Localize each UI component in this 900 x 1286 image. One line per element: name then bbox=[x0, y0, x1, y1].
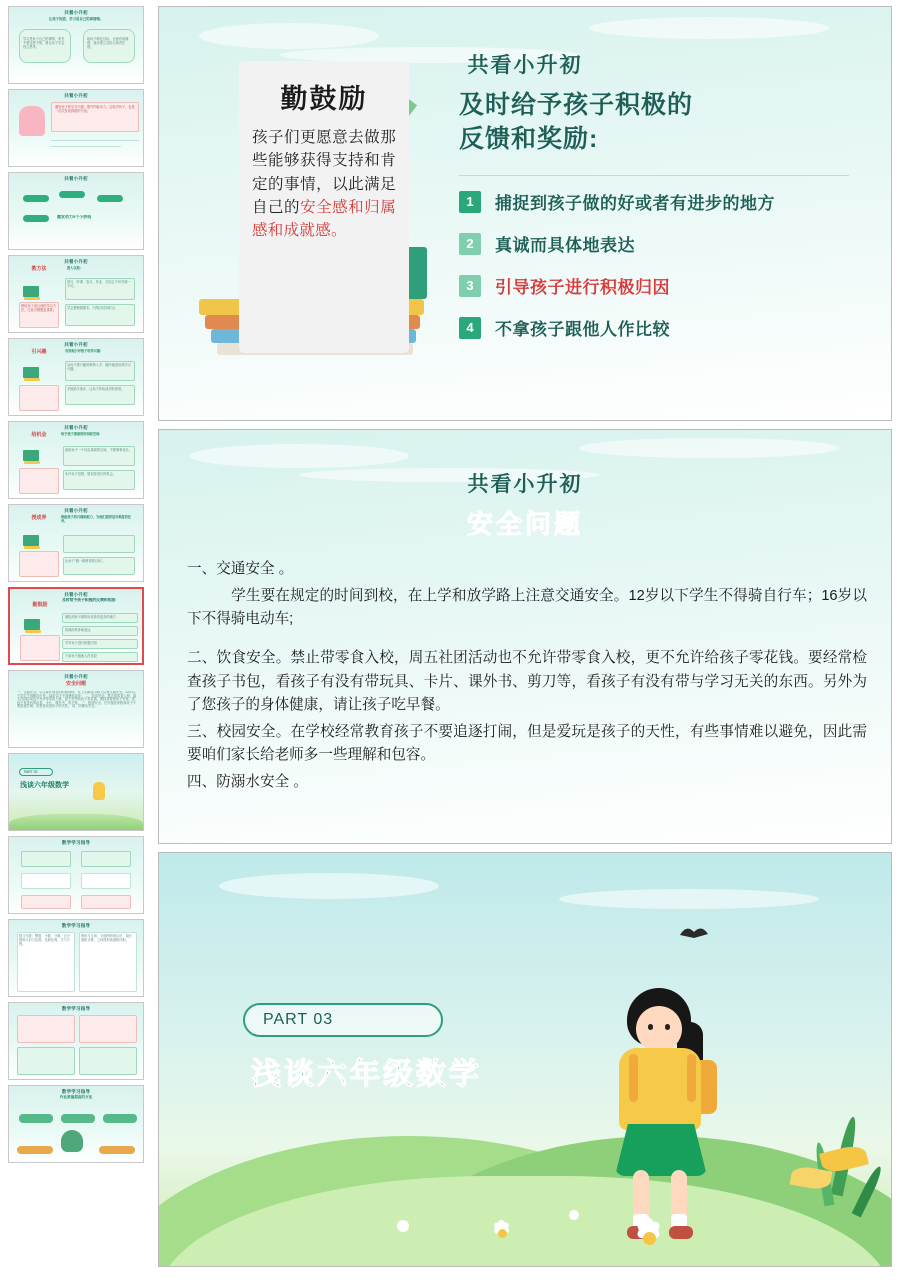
list-item[interactable] bbox=[459, 273, 879, 298]
thumb-book-icon bbox=[23, 367, 39, 378]
slide-thumbnail[interactable] bbox=[8, 504, 144, 582]
slide-title: 浅谈六年级数学 bbox=[251, 1058, 482, 1091]
thumb-subtitle: 让孩子知道，学习是自己的事情哦。 bbox=[48, 17, 104, 21]
thumb-subtitle: 勤鼓励 bbox=[32, 602, 48, 608]
thumb-title: 共看小升初 bbox=[64, 342, 88, 347]
thumb-text: 捕捉到孩子做的好或者有进步的地方 bbox=[65, 615, 116, 619]
thumb-shape bbox=[19, 385, 59, 411]
strap-shape bbox=[687, 1054, 696, 1102]
thumb-hill bbox=[9, 814, 143, 830]
slide-subtitle: 安全问题 bbox=[466, 509, 583, 539]
safety-paragraph: 二、饮食安全。禁止带零食入校，周五社团活动也不允许带零食入校，更不允许给孩子零花钱。要经常检查孩子书包，看孩子有没有带玩具、卡片、课外书、剪刀等，看孩子有没有带与学习无关的东西。另外为了您孩子的身体健康，请让孩子吃早餐。 bbox=[187, 649, 867, 714]
thumb-background bbox=[9, 173, 143, 249]
thumb-text: 引导孩子进行积极归因 bbox=[65, 641, 97, 645]
slide-part03-cover[interactable] bbox=[158, 852, 892, 1267]
thumb-text: 数与代数：整数、小数、分数、百分数的认识与运算，比和比例，式与方程。 bbox=[19, 934, 70, 946]
slide-heading bbox=[459, 89, 859, 157]
slide-title: 共看小升初 bbox=[467, 473, 583, 496]
daisy-icon bbox=[489, 1220, 515, 1246]
thumb-title: 共看小升初 bbox=[64, 674, 88, 679]
card-body bbox=[252, 126, 396, 242]
heading-line-1: 及时给予孩子积极的 bbox=[459, 91, 694, 119]
thumb-shape bbox=[81, 873, 131, 889]
thumb-illustration bbox=[19, 106, 45, 136]
thumb-text: 从孩子感兴趣的事物入手，循序渐进培养学习兴趣。 bbox=[67, 363, 131, 371]
thumb-subtitle: 教方法 bbox=[31, 266, 47, 272]
safety-paragraph: 三、校园安全。在学校经常教育孩子不要追逐打闹，但是爱玩是孩子的天性，有些事情难以避免，因此需要咱们家长给老师多一些理解和包容。 bbox=[187, 723, 867, 764]
thumb-text: 让孩子"跳一跳够得着目标"。 bbox=[65, 559, 106, 563]
thumb-shape bbox=[63, 535, 135, 553]
slide-title: 共看小升初 bbox=[467, 54, 583, 77]
face-shape bbox=[636, 1006, 682, 1052]
flower-core-shape bbox=[643, 1232, 656, 1245]
thumb-book-icon bbox=[23, 535, 39, 546]
thumb-title: 共看小升初 bbox=[64, 93, 88, 98]
thumb-subtitle: 安全问题 bbox=[65, 681, 86, 687]
part-badge: PART 03 bbox=[243, 1003, 443, 1037]
slide-thumbnail[interactable] bbox=[8, 753, 144, 831]
thumb-subtitle: 引兴趣 bbox=[31, 349, 47, 355]
thumb-tree-icon bbox=[61, 1130, 83, 1152]
thumb-text: 图形与几何：平面图形的认识、周长面积计算，立体图形表面积体积。 bbox=[81, 934, 132, 942]
thumb-title: 数学学习指导 bbox=[61, 923, 91, 928]
thumb-shape bbox=[19, 551, 59, 577]
list-item[interactable] bbox=[459, 315, 879, 340]
thumb-text: 预习、听课、复习、作业、总结五个环节缺一不可。 bbox=[67, 280, 131, 288]
list-item-label: 不拿孩子跟他人作比较 bbox=[495, 320, 670, 339]
thumb-title: 共看小升初 bbox=[64, 259, 88, 264]
thumb-text: 及时给予孩子积极的反馈和奖励: bbox=[62, 598, 117, 602]
thumb-pill bbox=[19, 1114, 53, 1123]
list-number: 1 bbox=[459, 191, 481, 213]
list-number: 2 bbox=[459, 233, 481, 255]
thumb-text: 不拿孩子跟他人作比较 bbox=[65, 654, 97, 658]
thumb-text: 给孩子制定目标，让他有成就感，逐步建立自信心和责任感。 bbox=[87, 37, 129, 49]
paragraph-spacer bbox=[187, 635, 867, 647]
slide-thumbnail[interactable] bbox=[8, 1085, 144, 1163]
shoe-shape bbox=[669, 1226, 693, 1239]
list-item[interactable] bbox=[459, 189, 879, 214]
slide-thumbnail[interactable] bbox=[8, 255, 144, 333]
cloud-shape bbox=[559, 889, 819, 909]
encouragement-card bbox=[239, 61, 409, 353]
thumb-title: 共看小升初 bbox=[64, 10, 88, 15]
thumb-text: 学习是孩子自己的事情，家长不要过度干预，要让孩子学会独立思考。 bbox=[23, 37, 65, 49]
cloud-shape bbox=[219, 873, 439, 899]
heading-divider bbox=[459, 175, 849, 176]
thumb-title: 共看小升初 bbox=[64, 176, 88, 181]
heading-line-2: 反馈和奖励: bbox=[459, 124, 599, 153]
slide-thumbnail[interactable] bbox=[8, 1002, 144, 1080]
list-number: 3 bbox=[459, 275, 481, 297]
thumb-pill bbox=[61, 1114, 95, 1123]
skirt-shape bbox=[615, 1124, 707, 1176]
small-flower-shape bbox=[569, 1210, 579, 1220]
thumb-title: 共看小升初 bbox=[64, 425, 88, 430]
slide-thumbnail[interactable] bbox=[8, 89, 144, 167]
small-flower-shape bbox=[397, 1220, 409, 1232]
safety-paragraph: 四、防溺水安全 。 bbox=[187, 774, 308, 791]
thumb-text: 学会整理错题本，归纳总结知识点。 bbox=[67, 306, 118, 310]
card-title: 勤鼓励 bbox=[280, 84, 368, 114]
cloud-shape bbox=[579, 438, 839, 458]
slide-thumbnail[interactable] bbox=[8, 670, 144, 748]
thumb-shape bbox=[21, 851, 71, 867]
thumb-subtitle: 授成界 bbox=[31, 515, 47, 521]
slide-thumbnail[interactable] bbox=[8, 172, 144, 250]
thumb-pill bbox=[103, 1114, 137, 1123]
numbered-list bbox=[459, 189, 879, 357]
thumb-subtitle: 激发动力5个小妙招 bbox=[57, 215, 92, 219]
strap-shape bbox=[629, 1054, 638, 1102]
card-body-part2: 。 bbox=[331, 222, 347, 239]
thumb-text: 给予孩子探索的时间和空间: bbox=[61, 432, 101, 436]
thumb-title: 共看小升初 bbox=[64, 592, 88, 597]
cloud-shape bbox=[589, 17, 829, 39]
thumb-pill bbox=[23, 195, 49, 202]
thumb-part-chip: PART 03 bbox=[19, 768, 53, 776]
thumb-shape bbox=[19, 468, 59, 494]
flower-core-shape bbox=[498, 1229, 507, 1238]
slide-thumbnail[interactable] bbox=[8, 6, 144, 84]
slide-thumbnail[interactable] bbox=[8, 836, 144, 914]
thumb-shape bbox=[79, 1015, 137, 1043]
thumb-text: 允许孩子犯错，错误是成长的机会。 bbox=[65, 472, 116, 476]
thumb-subtitle: 浅谈六年级数学 bbox=[20, 782, 69, 789]
cloud-shape bbox=[189, 444, 409, 468]
thumb-title: 数学学习指导 bbox=[61, 840, 91, 845]
thumb-shape bbox=[17, 1015, 75, 1043]
slide-thumbnail-selected[interactable] bbox=[8, 587, 144, 665]
thumb-pill bbox=[99, 1146, 135, 1154]
thumb-book-icon bbox=[23, 450, 39, 461]
thumb-text: 真诚而具体地表达 bbox=[65, 628, 91, 632]
safety-body bbox=[187, 558, 867, 798]
thumb-girl-illustration bbox=[93, 782, 105, 800]
eye-shape bbox=[665, 1024, 670, 1030]
list-item[interactable] bbox=[459, 231, 879, 256]
eye-shape bbox=[648, 1024, 653, 1030]
slide-thumbnail[interactable] bbox=[8, 338, 144, 416]
thumb-shape bbox=[21, 895, 71, 909]
thumb-pill bbox=[23, 215, 49, 222]
card-body-highlight: 安全感和归属感和成就感 bbox=[252, 198, 396, 239]
list-item-label: 捕捉到孩子做的好或者有进步的地方 bbox=[495, 194, 775, 213]
thumb-subtitle: 给机会 bbox=[31, 432, 47, 438]
thumb-title: 共看小升初 bbox=[64, 508, 88, 513]
thumb-pill bbox=[17, 1146, 53, 1154]
thumb-pill bbox=[97, 195, 123, 202]
thumb-title: 数学学习指导 bbox=[61, 1089, 91, 1094]
list-number: 4 bbox=[459, 317, 481, 339]
slide-thumbnail[interactable] bbox=[8, 919, 144, 997]
thumb-text: 根据孩子的兴趣和能力，为他们提供适当难度的任务。 bbox=[61, 515, 132, 523]
thumb-shape bbox=[17, 1047, 75, 1075]
thumb-text: 留给孩子一个自由探索的空间，不要事事包办。 bbox=[65, 448, 132, 452]
slide-thumbnail[interactable] bbox=[8, 421, 144, 499]
slide-encouragement[interactable] bbox=[158, 6, 892, 421]
safety-paragraph: 学生要在规定的时间到校，在上学和放学路上注意交通安全。12岁以下学生不得骑自行车；16岁以下不得骑电动车; bbox=[187, 587, 867, 628]
thumb-text: 激发孩子的学习兴趣，提升内驱动力，这取决孩子，也是一次次发现真相的兴奋。 bbox=[55, 105, 135, 113]
thumb-shape bbox=[81, 895, 131, 909]
thumb-book-icon bbox=[24, 619, 40, 630]
thumb-text: 多鼓励少批评，让孩子体验成功的喜悦。 bbox=[67, 387, 125, 391]
girl-illustration bbox=[591, 988, 741, 1238]
cloud-shape bbox=[199, 23, 379, 49]
thumb-text: 教给孩子适合他的学习方法，比盲目刷题更重要。 bbox=[21, 304, 57, 312]
thumb-shape bbox=[81, 851, 131, 867]
thumb-shape bbox=[21, 873, 71, 889]
list-item-label: 引导孩子进行积极归因 bbox=[495, 278, 670, 297]
thumb-text: 有效地引导孩子培养兴趣: bbox=[65, 349, 102, 353]
thumb-subtitle: 作业质量提高的方法 bbox=[59, 1095, 93, 1099]
slide-canvas-area bbox=[152, 0, 900, 1286]
list-item-label: 真诚而具体地表达 bbox=[495, 236, 635, 255]
thumb-shape bbox=[20, 635, 60, 661]
thumb-text: 一、交通安全。学生要在规定的时间到校，在上学和放学路上注意交通安全。12岁以下学生不得骑自行车；16岁以下不得骑电动车； 二、饮食安全。禁止带零食入校，周五社团活动也不允许带零食入校，更不允许给孩子零花钱。要经常检查孩子书包，看孩子有没有带玩具、卡片、课外书、剪刀等。 三、校园安全。在学校经常教育孩子不要追逐打闹，但是爱玩是孩子的天性。 四、防溺水安全。 bbox=[17, 691, 137, 709]
slide-safety[interactable] bbox=[158, 429, 892, 844]
safety-paragraph: 一、交通安全 。 bbox=[187, 561, 294, 577]
daisy-icon bbox=[629, 1218, 669, 1258]
thumb-book-icon bbox=[23, 286, 39, 297]
thumb-text: 授人以渔： bbox=[67, 266, 83, 270]
slide-thumbnail-panel[interactable] bbox=[0, 0, 152, 1286]
card-body-part1: 孩子们更愿意去做那些能够获得支持和肯定的事情，以此满足自己的 bbox=[252, 129, 396, 216]
thumb-shape bbox=[79, 1047, 137, 1075]
thumb-pill bbox=[59, 191, 85, 198]
thumb-title: 数学学习指导 bbox=[61, 1006, 91, 1011]
bird-icon bbox=[679, 923, 709, 939]
